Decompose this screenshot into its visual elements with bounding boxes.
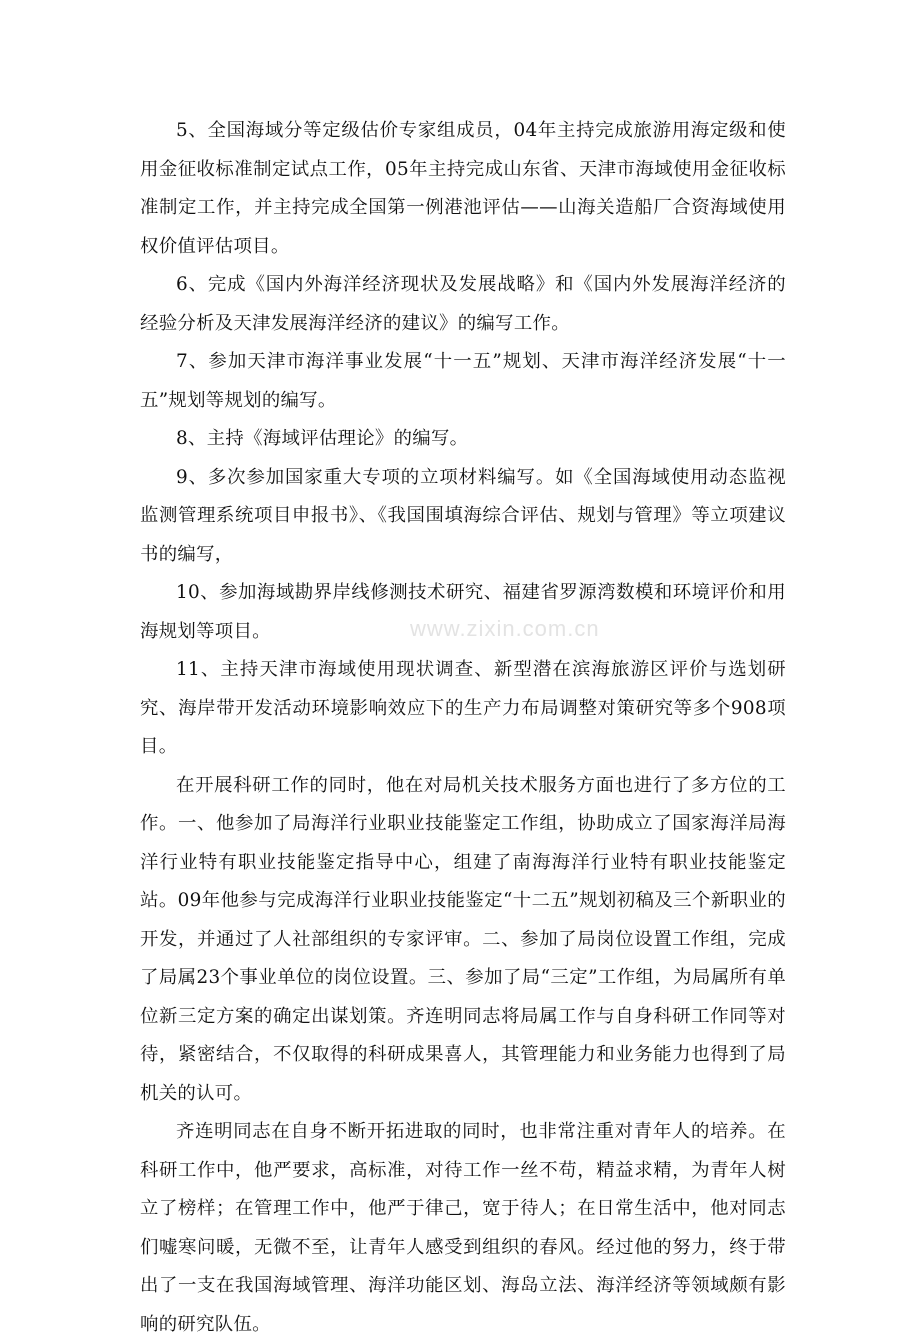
paragraph-item-7: 7、参加天津市海洋事业发展“十一五”规划、天津市海洋经济发展“十一五”规划等规划的编写。 xyxy=(140,351,786,411)
paragraph-youth-training: 齐连明同志在自身不断开拓进取的同时，也非常注重对青年人的培养。在科研工作中，他严要求，高标准，对待工作一丝不苟，精益求精，为青年人树立了榜样；在管理工作中，他严于律己，宽于待人；在日常生活中，他对同志们嘘寒问暖，无微不至，让青年人感受到组织的春风。经过他的努力，终于带出了一支在我国海域管理、海洋功能区划、海岛立法、海洋经济等领域颇有影响的研究队伍。 xyxy=(140,1121,786,1335)
watermark: www.zixin.com.cn xyxy=(410,616,600,641)
paragraph-item-8: 8、主持《海域评估理论》的编写。 xyxy=(176,428,469,449)
paragraph-item-5: 5、全国海域分等定级估价专家组成员，04年主持完成旅游用海定级和使用金征收标准制定试点工作，05年主持完成山东省、天津市海域使用金征收标准制定工作，并主持完成全国第一例港池评估——山海关造船厂合资海域使用权价值评估项目。 xyxy=(140,120,786,257)
paragraph-item-11: 11、主持天津市海域使用现状调查、新型潜在滨海旅游区评价与选划研究、海岸带开发活动环境影响效应下的生产力布局调整对策研究等多个908项目。 xyxy=(140,659,786,757)
paragraph-item-10: 10、参加海域勘界岸线修测技术研究、福建省罗源湾数模和环境评价和用海规划等项目。 xyxy=(140,582,786,642)
paragraph-item-6: 6、完成《国内外海洋经济现状及发展战略》和《国内外发展海洋经济的经验分析及天津发展海洋经济的建议》的编写工作。 xyxy=(140,274,786,334)
paragraph-item-9: 9、多次参加国家重大专项的立项材料编写。如《全国海域使用动态监视监测管理系统项目申报书》、《我国围填海综合评估、规划与管理》等立项建议书的编写， xyxy=(140,466,786,565)
document-body xyxy=(140,112,786,1344)
paragraph-tech-service: 在开展科研工作的同时，他在对局机关技术服务方面也进行了多方位的工作。一、他参加了局海洋行业职业技能鉴定工作组，协助成立了国家海洋局海洋行业特有职业技能鉴定指导中心，组建了南海海洋行业特有职业技能鉴定站。09年他参与完成海洋行业职业技能鉴定“十二五”规划初稿及三个新职业的开发，并通过了人社部组织的专家评审。二、参加了局岗位设置工作组，完成了局属23个事业单位的岗位设置。三、参加了局“三定”工作组，为局属所有单位新三定方案的确定出谋划策。齐连明同志将局属工作与自身科研工作同等对待，紧密结合，不仅取得的科研成果喜人，其管理能力和业务能力也得到了局机关的认可。 xyxy=(140,774,786,1104)
